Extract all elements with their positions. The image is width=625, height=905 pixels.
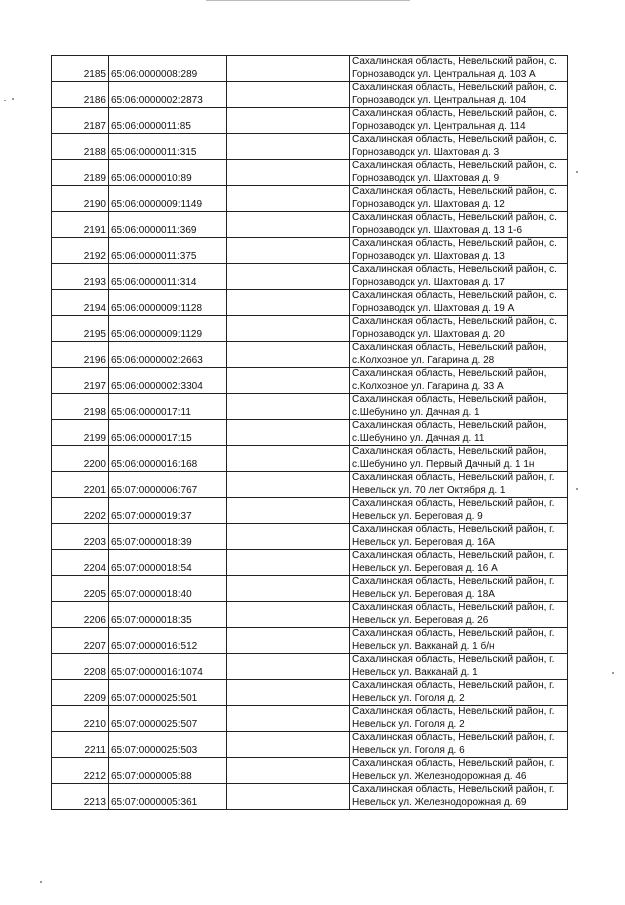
address-line-1: Сахалинская область, Невельский район, — [352, 342, 547, 354]
address-line-1: Сахалинская область, Невельский район, г. — [352, 732, 555, 744]
table-row — [52, 238, 568, 264]
address-cell — [350, 420, 568, 446]
address-line-1: Сахалинская область, Невельский район, с. — [352, 160, 557, 172]
table-row — [52, 82, 568, 108]
row-number: 2197 — [52, 368, 109, 394]
address-line-2: Горнозаводск ул. Центральная д. 104 — [352, 94, 527, 106]
empty-cell — [227, 394, 350, 420]
table-row — [52, 576, 568, 602]
cadastral-number: 65:07:0000018:40 — [109, 576, 227, 602]
address-line-1: Сахалинская область, Невельский район, — [352, 446, 547, 458]
address-line-1: Сахалинская область, Невельский район, г. — [352, 576, 555, 588]
address-cell — [350, 446, 568, 472]
address-line-2: Невельск ул. Береговая д. 9 — [352, 510, 483, 522]
cadastral-number: 65:06:0000010:89 — [109, 160, 227, 186]
property-registry-table — [51, 55, 568, 810]
row-number: 2190 — [52, 186, 109, 212]
row-number: 2195 — [52, 316, 109, 342]
address-line-2: Горнозаводск ул. Шахтовая д. 19 А — [352, 302, 515, 314]
empty-cell — [227, 160, 350, 186]
address-line-1: Сахалинская область, Невельский район, г. — [352, 706, 555, 718]
address-cell — [350, 498, 568, 524]
empty-cell — [227, 576, 350, 602]
cadastral-number: 65:06:0000009:1129 — [109, 316, 227, 342]
scan-artifact-line — [206, 0, 410, 1]
address-line-2: Горнозаводск ул. Центральная д. 114 — [352, 120, 526, 132]
row-number: 2202 — [52, 498, 109, 524]
address-cell — [350, 160, 568, 186]
empty-cell — [227, 134, 350, 160]
address-line-1: Сахалинская область, Невельский район, с. — [352, 264, 557, 276]
cadastral-number: 65:07:0000005:361 — [109, 784, 227, 810]
cadastral-number: 65:06:0000017:15 — [109, 420, 227, 446]
cadastral-number: 65:06:0000002:2873 — [109, 82, 227, 108]
table-row — [52, 264, 568, 290]
address-line-1: Сахалинская область, Невельский район, г. — [352, 654, 555, 666]
row-number: 2210 — [52, 706, 109, 732]
address-cell — [350, 758, 568, 784]
empty-cell — [227, 524, 350, 550]
scan-speck — [612, 672, 614, 674]
address-cell — [350, 784, 568, 810]
scan-speck — [4, 100, 6, 101]
table-row — [52, 134, 568, 160]
row-number: 2203 — [52, 524, 109, 550]
row-number: 2187 — [52, 108, 109, 134]
table-row — [52, 524, 568, 550]
empty-cell — [227, 212, 350, 238]
address-line-2: Горнозаводск ул. Шахтовая д. 13 — [352, 250, 505, 262]
table-row — [52, 654, 568, 680]
cadastral-number: 65:06:0000011:314 — [109, 264, 227, 290]
cadastral-number: 65:07:0000018:39 — [109, 524, 227, 550]
empty-cell — [227, 108, 350, 134]
address-cell — [350, 342, 568, 368]
address-cell — [350, 290, 568, 316]
address-line-2: Горнозаводск ул. Центральная д. 103 А — [352, 68, 536, 80]
address-cell — [350, 368, 568, 394]
address-line-2: Невельск ул. Береговая д. 18А — [352, 588, 495, 600]
row-number: 2196 — [52, 342, 109, 368]
cadastral-number: 65:07:0000006:767 — [109, 472, 227, 498]
cadastral-number: 65:06:0000002:3304 — [109, 368, 227, 394]
address-line-2: с.Шебунино ул. Дачная д. 11 — [352, 432, 485, 444]
address-line-1: Сахалинская область, Невельский район, с. — [352, 238, 557, 250]
address-line-2: Невельск ул. Гоголя д. 2 — [352, 718, 465, 730]
cadastral-number: 65:06:0000008:289 — [109, 56, 227, 82]
address-line-1: Сахалинская область, Невельский район, с. — [352, 82, 557, 94]
address-line-1: Сахалинская область, Невельский район, с. — [352, 56, 557, 68]
row-number: 2198 — [52, 394, 109, 420]
address-line-2: Невельск ул. Гоголя д. 2 — [352, 692, 465, 704]
row-number: 2188 — [52, 134, 109, 160]
address-line-1: Сахалинская область, Невельский район, г. — [352, 680, 555, 692]
empty-cell — [227, 316, 350, 342]
empty-cell — [227, 550, 350, 576]
address-line-2: Горнозаводск ул. Шахтовая д. 3 — [352, 146, 500, 158]
address-line-2: Горнозаводск ул. Шахтовая д. 13 1-6 — [352, 224, 523, 236]
row-number: 2212 — [52, 758, 109, 784]
empty-cell — [227, 654, 350, 680]
address-line-1: Сахалинская область, Невельский район, с. — [352, 108, 557, 120]
empty-cell — [227, 264, 350, 290]
address-line-1: Сахалинская область, Невельский район, г. — [352, 472, 555, 484]
address-cell — [350, 238, 568, 264]
empty-cell — [227, 706, 350, 732]
address-line-1: Сахалинская область, Невельский район, — [352, 420, 547, 432]
empty-cell — [227, 498, 350, 524]
row-number: 2186 — [52, 82, 109, 108]
address-line-1: Сахалинская область, Невельский район, — [352, 368, 547, 380]
table-row — [52, 732, 568, 758]
cadastral-number: 65:06:0000011:85 — [109, 108, 227, 134]
table-row — [52, 316, 568, 342]
row-number: 2209 — [52, 680, 109, 706]
cadastral-number: 65:07:0000025:503 — [109, 732, 227, 758]
registry-rows — [52, 56, 568, 810]
table-row — [52, 342, 568, 368]
cadastral-number: 65:06:0000017:11 — [109, 394, 227, 420]
cadastral-number: 65:07:0000005:88 — [109, 758, 227, 784]
row-number: 2193 — [52, 264, 109, 290]
table-row — [52, 420, 568, 446]
address-line-1: Сахалинская область, Невельский район, г. — [352, 524, 555, 536]
table-row — [52, 108, 568, 134]
address-cell — [350, 602, 568, 628]
empty-cell — [227, 602, 350, 628]
cadastral-number: 65:07:0000016:1074 — [109, 654, 227, 680]
cadastral-number: 65:07:0000025:507 — [109, 706, 227, 732]
address-line-2: Невельск ул. Береговая д. 26 — [352, 614, 489, 626]
table-row — [52, 368, 568, 394]
address-line-2: Горнозаводск ул. Шахтовая д. 17 — [352, 276, 505, 288]
cadastral-number: 65:07:0000016:512 — [109, 628, 227, 654]
address-line-2: Невельск ул. Береговая д. 16А — [352, 536, 495, 548]
row-number: 2213 — [52, 784, 109, 810]
empty-cell — [227, 628, 350, 654]
cadastral-number: 65:06:0000009:1149 — [109, 186, 227, 212]
address-line-2: Невельск ул. Железнодорожная д. 69 — [352, 796, 527, 808]
table-row — [52, 446, 568, 472]
address-cell — [350, 394, 568, 420]
address-line-2: с.Шебунино ул. Первый Дачный д. 1 1н — [352, 458, 535, 470]
empty-cell — [227, 784, 350, 810]
scan-speck — [576, 171, 578, 173]
empty-cell — [227, 420, 350, 446]
address-cell — [350, 56, 568, 82]
empty-cell — [227, 186, 350, 212]
address-cell — [350, 472, 568, 498]
address-line-1: Сахалинская область, Невельский район, — [352, 394, 547, 406]
row-number: 2208 — [52, 654, 109, 680]
address-line-2: с.Колхозное ул. Гагарина д. 33 А — [352, 380, 504, 392]
table-row — [52, 498, 568, 524]
address-line-1: Сахалинская область, Невельский район, г. — [352, 550, 555, 562]
table-row — [52, 758, 568, 784]
table-row — [52, 550, 568, 576]
empty-cell — [227, 732, 350, 758]
address-cell — [350, 212, 568, 238]
address-line-2: Горнозаводск ул. Шахтовая д. 9 — [352, 172, 500, 184]
address-line-1: Сахалинская область, Невельский район, с. — [352, 186, 557, 198]
address-cell — [350, 524, 568, 550]
address-cell — [350, 316, 568, 342]
empty-cell — [227, 56, 350, 82]
scan-speck — [12, 98, 14, 100]
address-line-2: с.Шебунино ул. Дачная д. 1 — [352, 406, 480, 418]
address-line-2: Горнозаводск ул. Шахтовая д. 12 — [352, 198, 505, 210]
row-number: 2194 — [52, 290, 109, 316]
empty-cell — [227, 680, 350, 706]
address-cell — [350, 628, 568, 654]
scan-speck — [576, 488, 578, 490]
cadastral-number: 65:07:0000025:501 — [109, 680, 227, 706]
table-row — [52, 628, 568, 654]
row-number: 2200 — [52, 446, 109, 472]
address-cell — [350, 186, 568, 212]
cadastral-number: 65:07:0000018:35 — [109, 602, 227, 628]
address-line-2: Невельск ул. Гоголя д. 6 — [352, 744, 465, 756]
row-number: 2207 — [52, 628, 109, 654]
address-line-2: с.Колхозное ул. Гагарина д. 28 — [352, 354, 495, 366]
row-number: 2201 — [52, 472, 109, 498]
table-row — [52, 602, 568, 628]
table-row — [52, 212, 568, 238]
cadastral-number: 65:06:0000009:1128 — [109, 290, 227, 316]
row-number: 2199 — [52, 420, 109, 446]
address-line-2: Невельск ул. Железнодорожная д. 46 — [352, 770, 527, 782]
address-line-2: Невельск ул. Вакканай д. 1 — [352, 666, 478, 678]
table-row — [52, 784, 568, 810]
row-number: 2191 — [52, 212, 109, 238]
row-number: 2192 — [52, 238, 109, 264]
address-cell — [350, 550, 568, 576]
row-number: 2211 — [52, 732, 109, 758]
empty-cell — [227, 446, 350, 472]
empty-cell — [227, 472, 350, 498]
row-number: 2185 — [52, 56, 109, 82]
scan-speck — [40, 881, 42, 883]
address-cell — [350, 654, 568, 680]
address-cell — [350, 732, 568, 758]
address-line-1: Сахалинская область, Невельский район, с. — [352, 212, 557, 224]
table-row — [52, 160, 568, 186]
cadastral-number: 65:07:0000018:54 — [109, 550, 227, 576]
empty-cell — [227, 368, 350, 394]
row-number: 2204 — [52, 550, 109, 576]
table-row — [52, 394, 568, 420]
row-number: 2189 — [52, 160, 109, 186]
address-line-1: Сахалинская область, Невельский район, с. — [352, 134, 557, 146]
address-line-2: Горнозаводск ул. Шахтовая д. 20 — [352, 328, 505, 340]
address-cell — [350, 680, 568, 706]
cadastral-number: 65:06:0000016:168 — [109, 446, 227, 472]
address-line-2: Невельск ул. Вакканай д. 1 б/н — [352, 640, 495, 652]
address-cell — [350, 108, 568, 134]
table-row — [52, 680, 568, 706]
empty-cell — [227, 238, 350, 264]
address-line-1: Сахалинская область, Невельский район, г. — [352, 628, 555, 640]
address-cell — [350, 264, 568, 290]
table-row — [52, 56, 568, 82]
table-row — [52, 290, 568, 316]
cadastral-number: 65:06:0000011:375 — [109, 238, 227, 264]
address-cell — [350, 576, 568, 602]
address-cell — [350, 134, 568, 160]
empty-cell — [227, 82, 350, 108]
row-number: 2206 — [52, 602, 109, 628]
address-line-1: Сахалинская область, Невельский район, с. — [352, 316, 557, 328]
address-line-2: Невельск ул. 70 лет Октября д. 1 — [352, 484, 506, 496]
address-line-1: Сахалинская область, Невельский район, г. — [352, 758, 555, 770]
cadastral-number: 65:06:0000002:2663 — [109, 342, 227, 368]
empty-cell — [227, 290, 350, 316]
address-line-1: Сахалинская область, Невельский район, г. — [352, 498, 555, 510]
address-line-2: Невельск ул. Береговая д. 16 А — [352, 562, 498, 574]
address-line-1: Сахалинская область, Невельский район, с. — [352, 290, 557, 302]
address-line-1: Сахалинская область, Невельский район, г. — [352, 784, 555, 796]
cadastral-number: 65:06:0000011:315 — [109, 134, 227, 160]
table-row — [52, 186, 568, 212]
cadastral-number: 65:06:0000011:369 — [109, 212, 227, 238]
address-cell — [350, 706, 568, 732]
address-cell — [350, 82, 568, 108]
cadastral-number: 65:07:0000019:37 — [109, 498, 227, 524]
table-row — [52, 706, 568, 732]
table-row — [52, 472, 568, 498]
empty-cell — [227, 342, 350, 368]
address-line-1: Сахалинская область, Невельский район, г. — [352, 602, 555, 614]
row-number: 2205 — [52, 576, 109, 602]
empty-cell — [227, 758, 350, 784]
